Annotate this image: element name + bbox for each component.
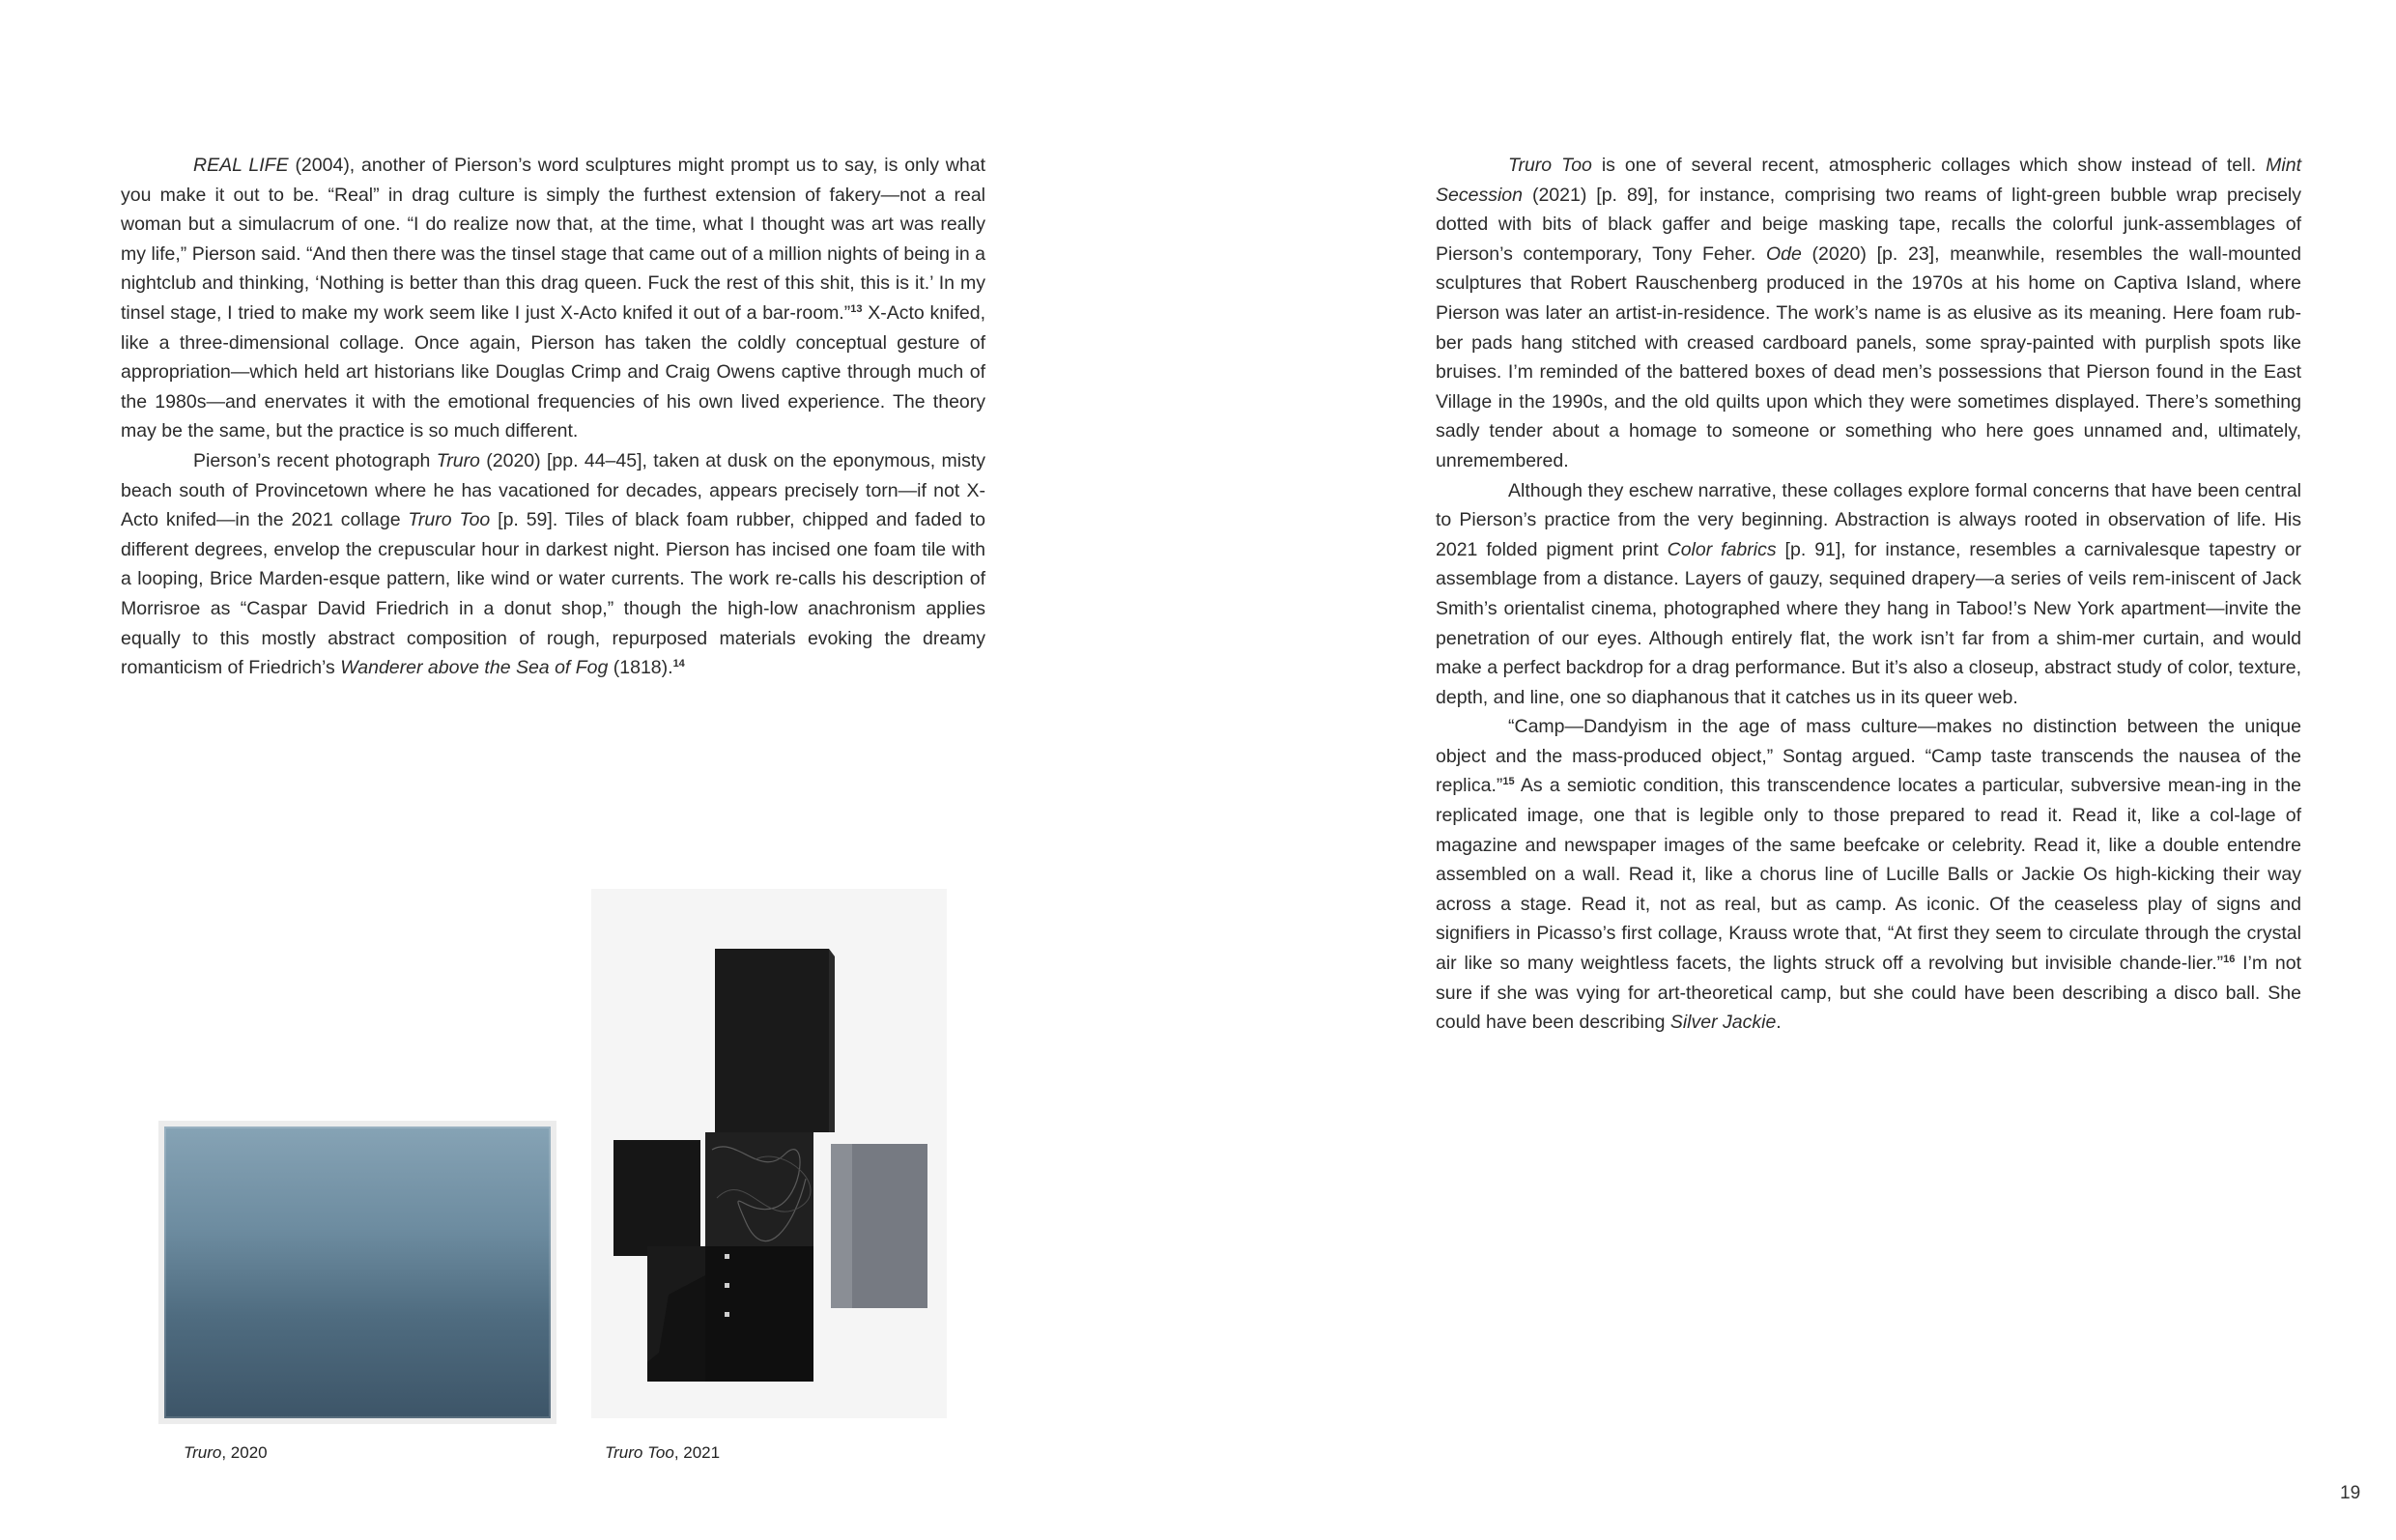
paragraph-camp (1436, 712, 2301, 1038)
caption-truro-too (605, 1442, 720, 1464)
text-span: (2004), another of Pierson’s word sculptures might prompt us to say, is only what you make it out to be. “Real” in drag culture is simply the furthest extension of fakery—not a real woman but a simulacrum of one. “I do realize now that, at the time, what I thought was art was really my life,” Pierson said. “And then there was the tinsel stage that came out of a million nights of being in a nightclub and thinking, ‘Nothing is better than this drag queen. Fuck the rest of this shit, this is it.’ In my tinsel stage, I tried to make my work seem like I just X-Acto knifed it out of a bar-room.” (121, 155, 985, 324)
truro-too-collage-image (591, 889, 947, 1418)
text-span: (2020) [pp. 44–45], taken at dusk on the eponymous, misty beach south of Provincetown where he has vacationed for decades, appears precisely torn—if not X-Acto knifed—in the 2021 collage (121, 449, 986, 531)
text-span: . (1776, 1012, 1782, 1034)
text-span: X-Acto knifed, like a three-dimensional collage. Once again, Pierson has taken the coldly conceptual gesture of appropriation—which held art historians like Douglas Crimp and Craig Owens captive through much of the 1980s—and enervates it with the emotional frequencies of his own lived experience. The theory may be the same, but the practice is so much different. (121, 301, 985, 442)
truro-too-collage-graphic (591, 889, 947, 1418)
title-truro-too: Truro Too (1508, 155, 1592, 176)
text-span: (1818). (608, 657, 673, 679)
caption-year: , 2020 (221, 1443, 268, 1462)
paragraph-abstraction (1436, 476, 2301, 713)
footnote-ref-14: 14 (672, 658, 685, 670)
left-text-column (121, 151, 985, 683)
text-span: [p. 59]. Tiles of black foam rubber, chipped and faded to different degrees, envelop the crepuscular hour in darkest night. Pierson has incised one foam tile with a looping, Brice Marden-esque pattern, like wind or water currents. The work re-calls his description of Morrisroe as “Caspar David Friedrich in a donut shop,” though the high-low anachronism applies equally to this mostly abstract composition of rough, repurposed materials evoking the dreamy romanticism of Friedrich’s (121, 509, 985, 679)
paragraph-real-life (121, 151, 985, 446)
right-text-column (1436, 151, 2301, 1038)
text-span: [p. 91], for instance, resembles a carnivalesque tapestry or assemblage from a distance. Layers of gauzy, sequined drapery—a series of veils rem-iniscent of Jack Smith’s orientalist cinema, photographed where they hang in Taboo!’s New York apartment—invite the penetration of our eyes. Although entirely flat, the work isn’t far from a shim-mer curtain, and would make a perfect backdrop for a drag performance. But it’s also a closeup, abstract study of color, texture, depth, and line, one so diaphanous that it catches us in its queer web. (1436, 538, 2301, 708)
text-span: As a semiotic condition, this transcendence locates a particular, subversive mean-ing in the replicated image, one that is legible only to those prepared to read it. Read it, like a col-lage of magazine and newspaper images of the same beefcake or celebrity. Read it, like a double entendre assembled on a wall. Read it, like a chorus line of Lucille Balls or Jackie Os high-kicking their way across a stage. Read it, not as real, but as camp. As iconic. Of the ceaseless play of signs and signifiers in Picasso’s first collage, Krauss wrote that, “At first they seem to circulate through the crystal air like so many weightless facets, the lights struck off a revolving but invisible chande-lier.” (1436, 775, 2301, 975)
text-span: Pierson’s recent photograph (193, 449, 437, 471)
paragraph-truro-too-collages (1436, 151, 2301, 476)
title-wanderer: Wanderer above the Sea of Fog (340, 657, 609, 679)
caption-title: Truro (184, 1443, 222, 1462)
text-span: I’m not sure if she was vying for art-theoretical camp, but she could have been describing a disco ball. She could have been describing (1436, 953, 2302, 1034)
title-truro-too: Truro Too (408, 509, 491, 531)
page-number: 19 (2340, 1483, 2361, 1503)
caption-year: , 2021 (673, 1443, 721, 1462)
title-truro: Truro (436, 449, 480, 471)
footnote-ref-15: 15 (1502, 776, 1515, 788)
text-span: (2021) [p. 89], for instance, comprising two reams of light-green bubble wrap precisely dotted with bits of black gaffer and beige masking tape, recalls the colorful junk-assemblages of Pierson’s contemporary, Tony Feher. (1436, 184, 2301, 265)
text-span: is one of several recent, atmospheric collages which show instead of tell. (1591, 155, 2267, 176)
text-span: Although they eschew narrative, these collages explore formal concerns that have been central to Pierson’s practice from the very beginning. Abstraction is always rooted in observation of life. His 2021 folded pigment print (1436, 479, 2301, 560)
title-mint-secession: Mint Secession (1436, 155, 2302, 206)
title-ode: Ode (1765, 242, 1802, 265)
title-color-fabrics: Color fabrics (1667, 538, 1777, 560)
text-span: (2020) [p. 23], meanwhile, resembles the wall-mounted sculptures that Robert Rauschenberg produced in the 1970s at his home on Captiva Island, where Pierson was later an artist-in-residence. The work’s name is as elusive as its meaning. Here foam rub-ber pads hang stitched with creased cardboard panels, some spray-painted with purplish spots like bruises. I’m reminded of the battered boxes of dead men’s possessions that Pierson found in the East Village in the 1990s, and the old quilts upon which they were sometimes displayed. There’s something sadly tender about a homage to someone or something who here goes unnamed and, ultimately, unremembered. (1436, 242, 2301, 471)
footnote-ref-16: 16 (2223, 954, 2236, 966)
truro-photo (164, 1126, 551, 1418)
title-real-life: REAL LIFE (193, 155, 289, 176)
caption-title: Truro Too (605, 1443, 674, 1462)
paragraph-truro (121, 446, 985, 683)
caption-truro (184, 1442, 268, 1464)
footnote-ref-13: 13 (850, 302, 863, 315)
title-silver-jackie: Silver Jackie (1669, 1012, 1777, 1034)
text-span: “Camp—Dandyism in the age of mass culture—makes no distinction between the unique object and the mass-produced object,” Sontag argued. “Camp taste transcends the nausea of the replica.” (1436, 716, 2301, 797)
